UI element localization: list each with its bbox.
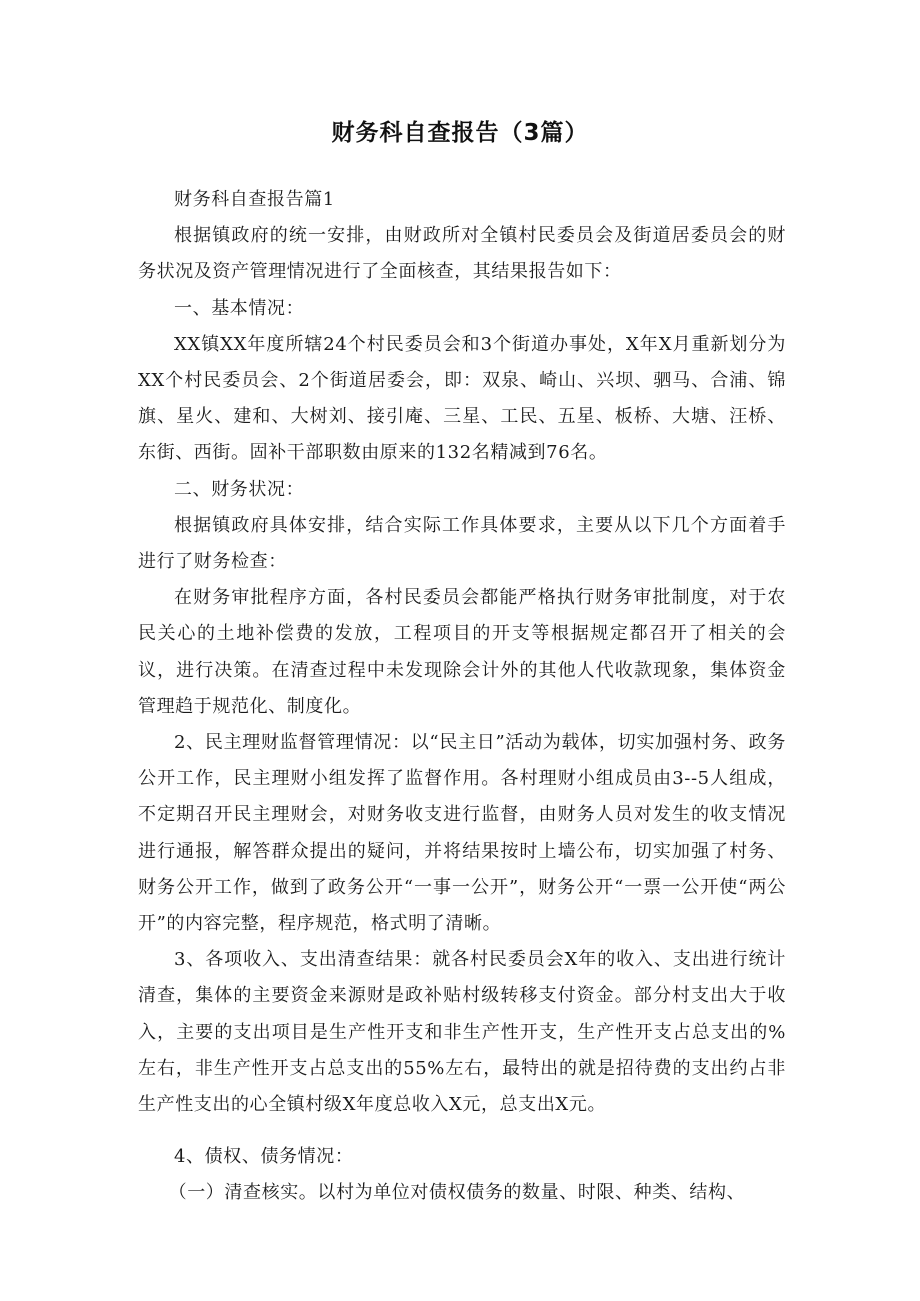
document-title: 财务科自查报告（3篇） [331, 120, 589, 146]
paragraph: （一）清查核实。以村为单位对债权债务的数量、时限、种类、结构、 [168, 1182, 746, 1204]
subsection-heading: 一、基本情况： [174, 297, 305, 319]
paragraph: 2、民主理财监督管理情况：以“民主日”活动为载体，切实加强村务、政务公开工作，民主理财小组发挥了监督作用。各村理财小组成员由3--5人组成，不定期召开民主理财会，对财务收支进行监督，由财务人员对发生的收支情况进行通报，解答群众提出的疑问，并将结果按时上墙公布，切实加强了村务、财务公开工作，做到了政务公开“一事一公开”，财务公开“一票一公开使“两公开”的内容完整，程序规范，格式明了清晰。 [138, 732, 786, 935]
paragraph: XX镇XX年度所辖24个村民委员会和3个街道办事处，X年X月重新划分为XX个村民委员会、2个街道居委会，即：双泉、崎山、兴坝、驷马、合浦、锦旗、星火、建和、大树刘、接引庵、三星、工民、五星、板桥、大塘、汪桥、东街、西街。固补干部职数由原来的132名精减到76名。 [138, 333, 786, 464]
section-heading: 财务科自查报告篇1 [174, 189, 335, 210]
paragraph: 在财务审批程序方面，各村民委员会都能严格执行财务审批制度，对于农民关心的土地补偿费的发放，工程项目的开支等根据规定都召开了相关的会议，进行决策。在清查过程中未发现除会计外的其他人代收款现象，集体资金管理趋于规范化、制度化。 [138, 587, 786, 717]
subsection-heading: 4、债权、债务情况： [174, 1146, 354, 1168]
document-body [138, 182, 786, 1212]
paragraph: 根据镇政府的统一安排，由财政所对全镇村民委员会及街道居委员会的财务状况及资产管理情况进行了全面核查，其结果报告如下： [138, 225, 786, 283]
paragraph: 根据镇政府具体安排，结合实际工作具体要求，主要从以下几个方面着手进行了财务检查： [138, 514, 786, 573]
subsection-heading: 二、财务状况： [174, 478, 305, 500]
paragraph: 3、各项收入、支出清查结果：就各村民委员会X年的收入、支出进行统计清查，集体的主要资金来源财是政补贴村级转移支付资金。部分村支出大于收入，主要的支出项目是生产性开支和非生产性开支，生产性开支占总支出的%左右，非生产性开支占总支出的55%左右，最特出的就是招待费的支出约占非生产性支出的心全镇村级X年度总收入X元，总支出X元。 [138, 949, 786, 1116]
